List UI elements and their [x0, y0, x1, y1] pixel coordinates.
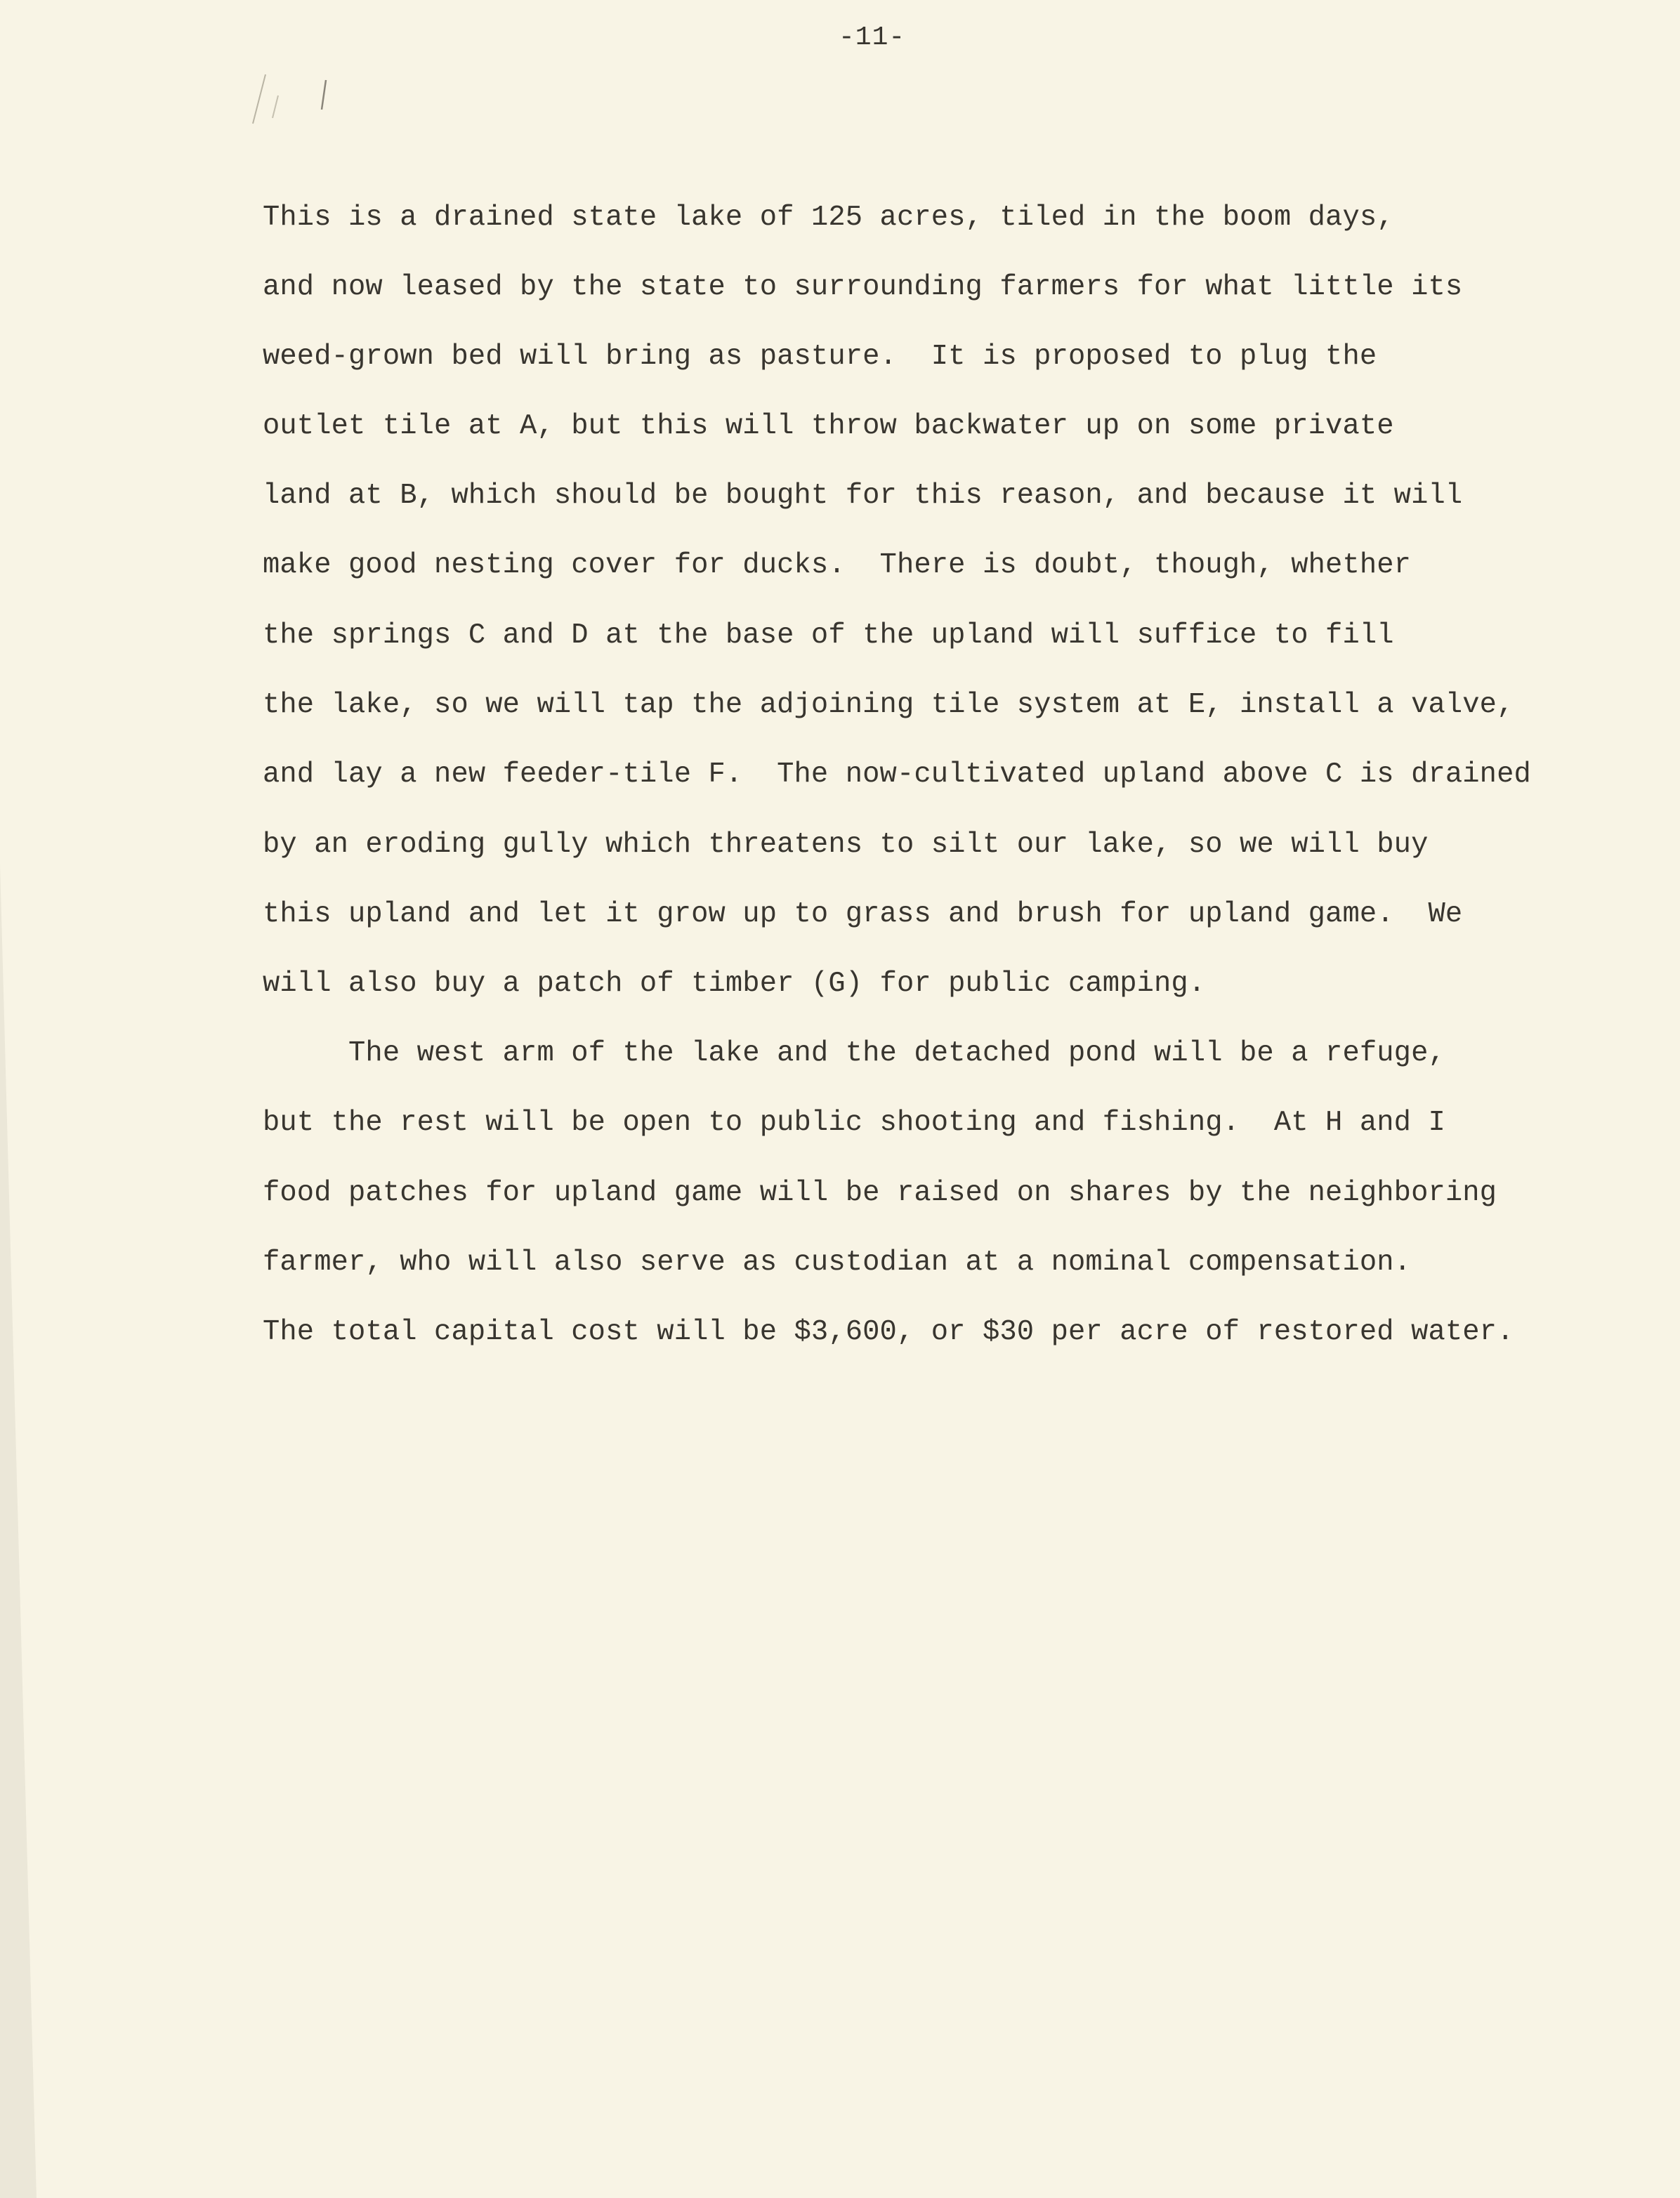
pencil-mark [237, 67, 336, 131]
text-line: farmer, who will also serve as custodian at a nominal compensation. [263, 1246, 1412, 1279]
text-line: this upland and let it grow up to grass and brush for upland game. We [263, 898, 1463, 930]
text-line: The total capital cost will be $3,600, or $30 per acre of restored water. [263, 1316, 1514, 1348]
text-line: The west arm of the lake and the detached pond will be a refuge, [263, 1037, 1445, 1070]
text-line: land at B, which should be bought for this reason, and because it will [263, 480, 1463, 512]
text-line: weed-grown bed will bring as pasture. It is proposed to plug the [263, 341, 1377, 373]
text-line: and now leased by the state to surrounding farmers for what little its [263, 271, 1463, 303]
page-shadow [0, 864, 37, 2198]
text-line: but the rest will be open to public shooting and fishing. At H and I [263, 1107, 1445, 1139]
text-line: by an eroding gully which threatens to silt our lake, so we will buy [263, 829, 1429, 861]
text-line: the springs C and D at the base of the upland will suffice to fill [263, 619, 1394, 652]
text-line: the lake, so we will tap the adjoining tile system at E, install a valve, [263, 689, 1514, 721]
page-number: -11- [839, 22, 906, 53]
text-line: make good nesting cover for ducks. There is doubt, though, whether [263, 549, 1412, 581]
text-line: This is a drained state lake of 125 acres, tiled in the boom days, [263, 202, 1394, 234]
text-line: outlet tile at A, but this will throw backwater up on some private [263, 410, 1394, 442]
text-line: and lay a new feeder-tile F. The now-cultivated upland above C is drained [263, 758, 1531, 791]
text-line: food patches for upland game will be raised on shares by the neighboring [263, 1177, 1497, 1209]
text-line: will also buy a patch of timber (G) for public camping. [263, 968, 1206, 1000]
